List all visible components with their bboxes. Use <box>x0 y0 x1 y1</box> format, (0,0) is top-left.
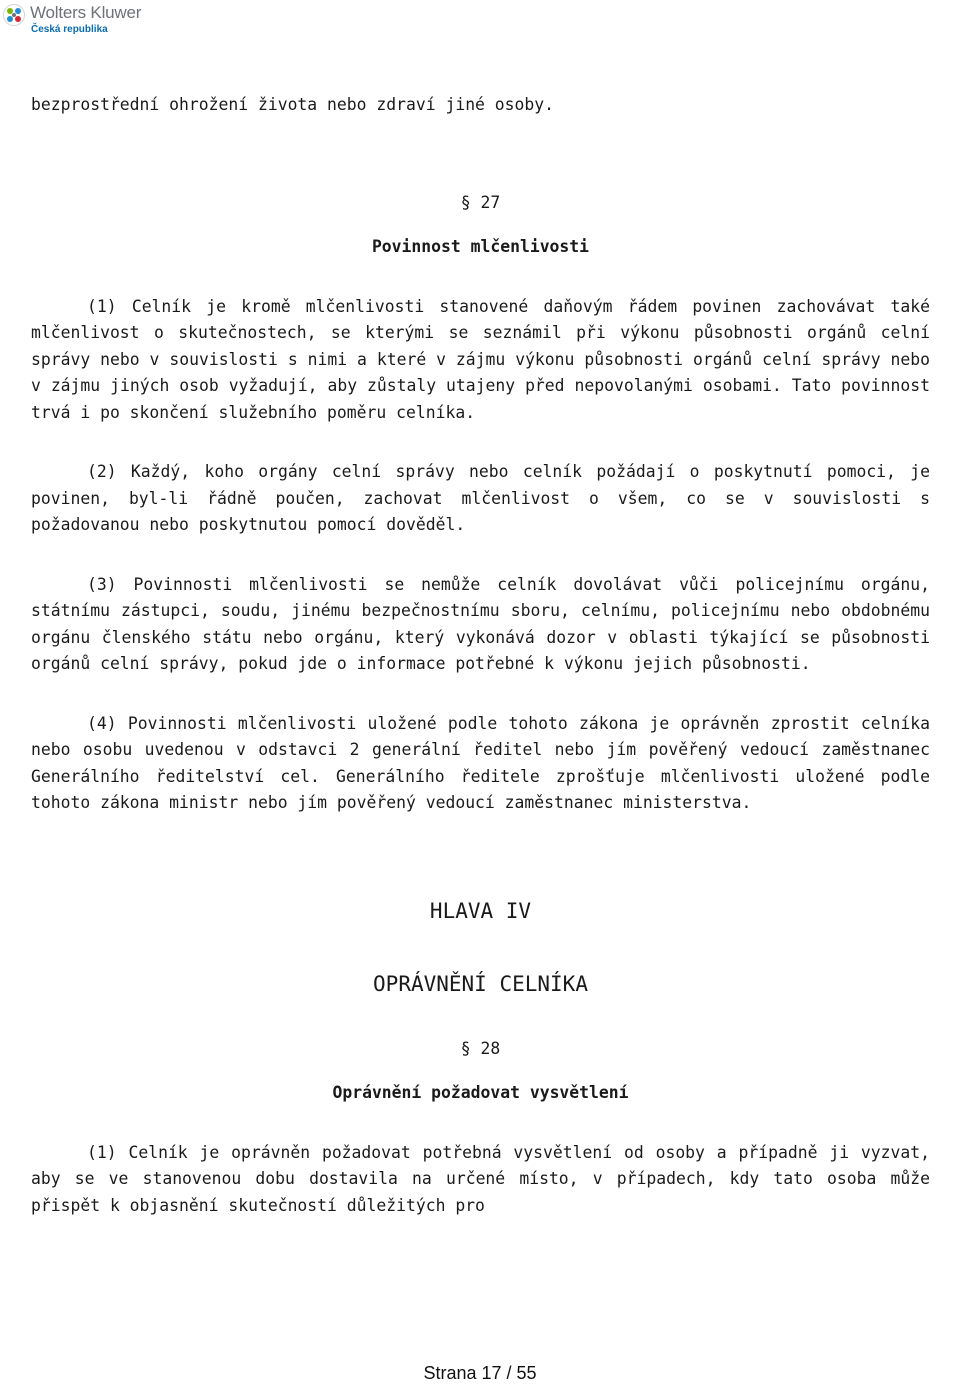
chapter-title: OPRÁVNĚNÍ CELNÍKA <box>373 971 588 996</box>
chapter-label: HLAVA IV <box>429 898 532 923</box>
section-28-title: Oprávnění požadovat vysvětlení <box>332 1083 629 1102</box>
brand-name: Wolters Kluwer <box>30 3 142 22</box>
sec27-paragraph-3: (3) Povinnosti mlčenlivosti se nemůže celník dovolávat vůči policejnímu orgánu, státnímu zástupci, soudu, jinému bezpečnostnímu sboru, celnímu, policejnímu nebo obdobnému orgánu členského státu nebo orgánu, který vykonává dozor v oblasti týkající se působnosti orgánů celní správy, pokud jde o informace potřebné k výkonu jejich působnosti. <box>31 574 930 673</box>
section-27-number: § 27 <box>460 192 501 212</box>
wolters-kluwer-logo-icon <box>3 4 25 26</box>
sec28-paragraph-1: (1) Celník je oprávněn požadovat potřebná vysvětlení od osoby a případně ji vyzvat, aby se ve stanovenou dobu dostavila na určené místo, v případech, kdy tato osoba může přispět k objasnění skutečností důležitých pro <box>31 1142 930 1215</box>
brand-subtitle: Česká republika <box>31 24 108 35</box>
sec27-paragraph-4: (4) Povinnosti mlčenlivosti uložené podle tohoto zákona je oprávněn zprostit celníka nebo osobu uvedenou v odstavci 2 generální ředitel nebo jím pověřený vedoucí zaměstnanec Generálního ředitelství cel. Generálního ředitele zprošťuje mlčenlivosti uložené podle tohoto zákona ministr nebo jím pověřený vedoucí zaměstnanec ministerstva. <box>31 713 930 812</box>
section-28-number: § 28 <box>460 1038 501 1058</box>
sec27-paragraph-2: (2) Každý, koho orgány celní správy nebo celník požádají o poskytnutí pomoci, je povinen, byl-li řádně poučen, zachovat mlčenlivost o všem, co se v souvislosti s požadovanou nebo poskytnutou pomocí dověděl. <box>31 462 930 534</box>
section-27-title: Povinnost mlčenlivosti <box>371 237 590 256</box>
document-body <box>31 92 930 1219</box>
sec27-paragraph-1: (1) Celník je kromě mlčenlivosti stanovené daňovým řádem povinen zachovávat také mlčenlivost o skutečnostech, se kterými se seznámil při výkonu působnosti orgánů celní správy nebo v souvislosti s nimi a které v zájmu výkonu působnosti orgánů celní správy nebo v zájmu jiných osob vyžadují, aby zůstaly utajeny před nepovolanými osobami. Tato povinnost trvá i po skončení služebního poměru celníka. <box>31 296 930 422</box>
page-number: Strana 17 / 55 <box>423 1363 537 1383</box>
brand-logo <box>3 3 153 35</box>
intro-line: bezprostřední ohrožení života nebo zdraví jiné osoby. <box>31 95 555 114</box>
